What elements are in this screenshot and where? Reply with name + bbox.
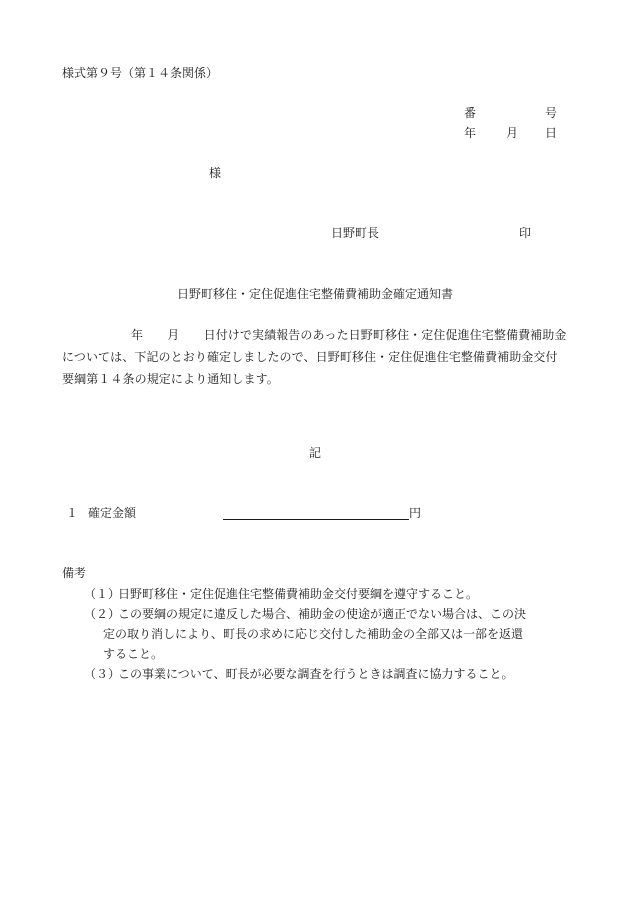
amount-unit: 円	[409, 506, 422, 520]
remark-text: 日野町移住・定住促進住宅整備費補助金交付要綱を遵守すること。	[118, 587, 479, 601]
date-month-label: 月	[506, 126, 519, 140]
remark-text-line: すること。	[103, 647, 164, 661]
remark-number: （３）	[84, 667, 121, 681]
remark-text-line: 定の取り消しにより、町長の求めに応じ交付した補助金の全部又は一部を返還	[103, 627, 524, 641]
amount-blank-line	[223, 505, 409, 520]
remark-item	[84, 664, 559, 684]
issuer-title: 日野町長	[331, 226, 380, 240]
date-year-label: 年	[464, 126, 477, 140]
reference-number-label: 番	[464, 106, 477, 120]
recipient-honorific: 様	[209, 166, 222, 180]
remark-number: （２）	[84, 607, 121, 621]
body-paragraph: 年 月 日付けで実績報告のあった日野町移住・定住促進住宅整備費補助金については、下記のとおり確定しましたので、日野町移住・定住促進住宅整備費補助金交付要綱第１４条の規定により通知します。	[62, 328, 567, 386]
remark-text: この事業について、町長が必要な調査を行うときは調査に協力すること。	[118, 667, 514, 681]
remark-item	[84, 604, 559, 664]
reference-number-suffix: 号	[545, 106, 558, 120]
item-number: １	[66, 506, 79, 520]
document-title: 日野町移住・定住促進住宅整備費補助金確定通知書	[176, 287, 453, 301]
date-day-label: 日	[545, 126, 558, 140]
remark-text	[84, 604, 559, 664]
remark-number: （１）	[84, 587, 121, 601]
seal-mark: 印	[519, 226, 532, 240]
remark-item	[84, 584, 559, 604]
form-number: 様式第９号（第１４条関係）	[62, 66, 219, 80]
remarks-heading: 備考	[62, 566, 87, 580]
note-heading: 記	[308, 446, 321, 460]
remark-text-line: この要綱の規定に違反した場合、補助金の使途が適正でない場合は、この決	[118, 607, 527, 621]
item-label-confirmed-amount: 確定金額	[88, 506, 137, 520]
